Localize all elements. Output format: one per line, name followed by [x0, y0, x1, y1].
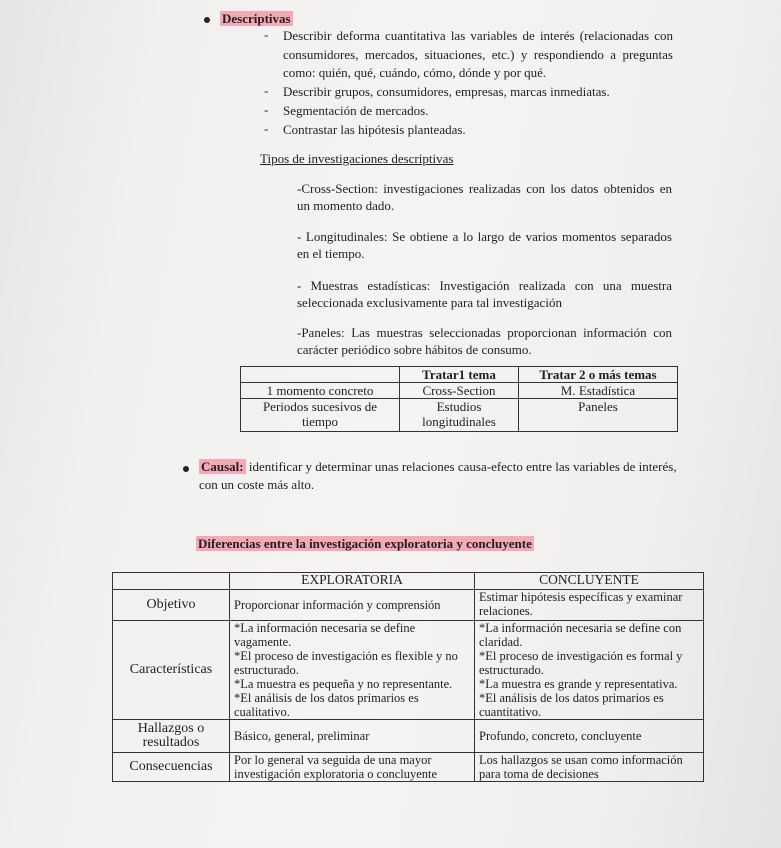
- descriptivas-item-2: Describir grupos, consumidores, empresas, marcas inmediatas.: [283, 84, 610, 99]
- causal-paragraph: [199, 458, 677, 494]
- diferencias-cell: Por lo general va seguida de una mayor investigación exploratoria o concluyente: [230, 753, 475, 782]
- table-row: [113, 590, 704, 621]
- diferencias-table: [112, 572, 704, 782]
- tipos-table-cell: Paneles: [519, 399, 678, 432]
- tipos-heading: Tipos de investigaciones descriptivas: [260, 151, 454, 166]
- dash-4: -: [264, 121, 269, 136]
- table-row: [113, 753, 704, 782]
- tipos-table-header-empty: [241, 367, 400, 383]
- diferencias-heading: [196, 535, 534, 552]
- dash-3: -: [264, 102, 269, 117]
- diferencias-cell: Profundo, concreto, concluyente: [475, 720, 704, 753]
- descriptivas-heading: [220, 10, 293, 27]
- table-row: [113, 720, 704, 753]
- tipos-table-cell: Cross-Section: [400, 383, 519, 399]
- descriptivas-item-1: Describir deforma cuantitativa las variables de interés (relacionadas con consumidores, mercados, situaciones, etc.) y respondiendo a preguntas como: quién, qué, cuándo, cómo, dónde y por qué.: [283, 28, 673, 80]
- diferencias-table-header-concluyente: CONCLUYENTE: [475, 573, 704, 590]
- descriptivas-item-3: Segmentación de mercados.: [283, 103, 429, 118]
- tipos-item-muestras: - Muestras estadísticas: Investigación realizada con una muestra seleccionada exclusivamente para tal investigación: [297, 278, 672, 310]
- tipos-item-longitudinales: - Longitudinales: Se obtiene a lo largo de varios momentos separados en el tiempo.: [297, 229, 672, 261]
- table-row: [241, 383, 678, 399]
- bullet-causal: [183, 466, 189, 472]
- tipos-table: [240, 366, 678, 432]
- tipos-item-paneles: -Paneles: Las muestras seleccionadas proporcionan información con carácter periódico sobre hábitos de consumo.: [297, 325, 672, 357]
- diferencias-table-header-exploratoria: EXPLORATORIA: [230, 573, 475, 590]
- table-row: [241, 399, 678, 432]
- diferencias-row-label: Objetivo: [113, 590, 230, 621]
- diferencias-cell: *La información necesaria se define vagamente. *El proceso de investigación es flexible y no estructurado. *La muestra es pequeña y no representante. *El análisis de los datos primarios es cualitativo.: [230, 621, 475, 720]
- tipos-table-cell: Estudios longitudinales: [400, 399, 519, 432]
- bullet-descriptivas: [204, 17, 210, 23]
- dash-2: -: [264, 83, 269, 98]
- tipos-table-header-1: Tratar1 tema: [400, 367, 519, 383]
- causal-label: Causal:: [201, 459, 244, 474]
- diferencias-cell: Proporcionar información y comprensión: [230, 590, 475, 621]
- tipos-table-cell: Periodos sucesivos de tiempo: [241, 399, 400, 432]
- diferencias-cell: Los hallazgos se usan como información para toma de decisiones: [475, 753, 704, 782]
- descriptivas-heading-text: Descriptivas: [222, 11, 291, 26]
- diferencias-row-label: Características: [113, 621, 230, 720]
- descriptivas-item-4: Contrastar las hipótesis planteadas.: [283, 122, 466, 137]
- tipos-table-header-2: Tratar 2 o más temas: [519, 367, 678, 383]
- diferencias-row-label: Hallazgos o resultados: [113, 720, 230, 753]
- diferencias-row-label: Consecuencias: [113, 753, 230, 782]
- diferencias-heading-text: Diferencias entre la investigación exploratoria y concluyente: [198, 536, 532, 551]
- tipos-item-cross-section: -Cross-Section: investigaciones realizadas con los datos obtenidos en un momento dado.: [297, 181, 672, 213]
- tipos-table-cell: 1 momento concreto: [241, 383, 400, 399]
- table-row: [113, 621, 704, 720]
- causal-text: identificar y determinar unas relaciones causa-efecto entre las variables de interés, con un coste más alto.: [199, 459, 677, 492]
- diferencias-cell: Básico, general, preliminar: [230, 720, 475, 753]
- diferencias-table-header-empty: [113, 573, 230, 590]
- dash-1: -: [264, 27, 269, 42]
- diferencias-cell: Estimar hipótesis específicas y examinar relaciones.: [475, 590, 704, 621]
- tipos-table-header-row: [241, 367, 678, 383]
- diferencias-table-header-row: [113, 573, 704, 590]
- diferencias-cell: *La información necesaria se define con claridad. *El proceso de investigación es formal y estructurado. *La muestra es grande y representativa. *El análisis de los datos primarios es cuantitativo.: [475, 621, 704, 720]
- tipos-table-cell: M. Estadística: [519, 383, 678, 399]
